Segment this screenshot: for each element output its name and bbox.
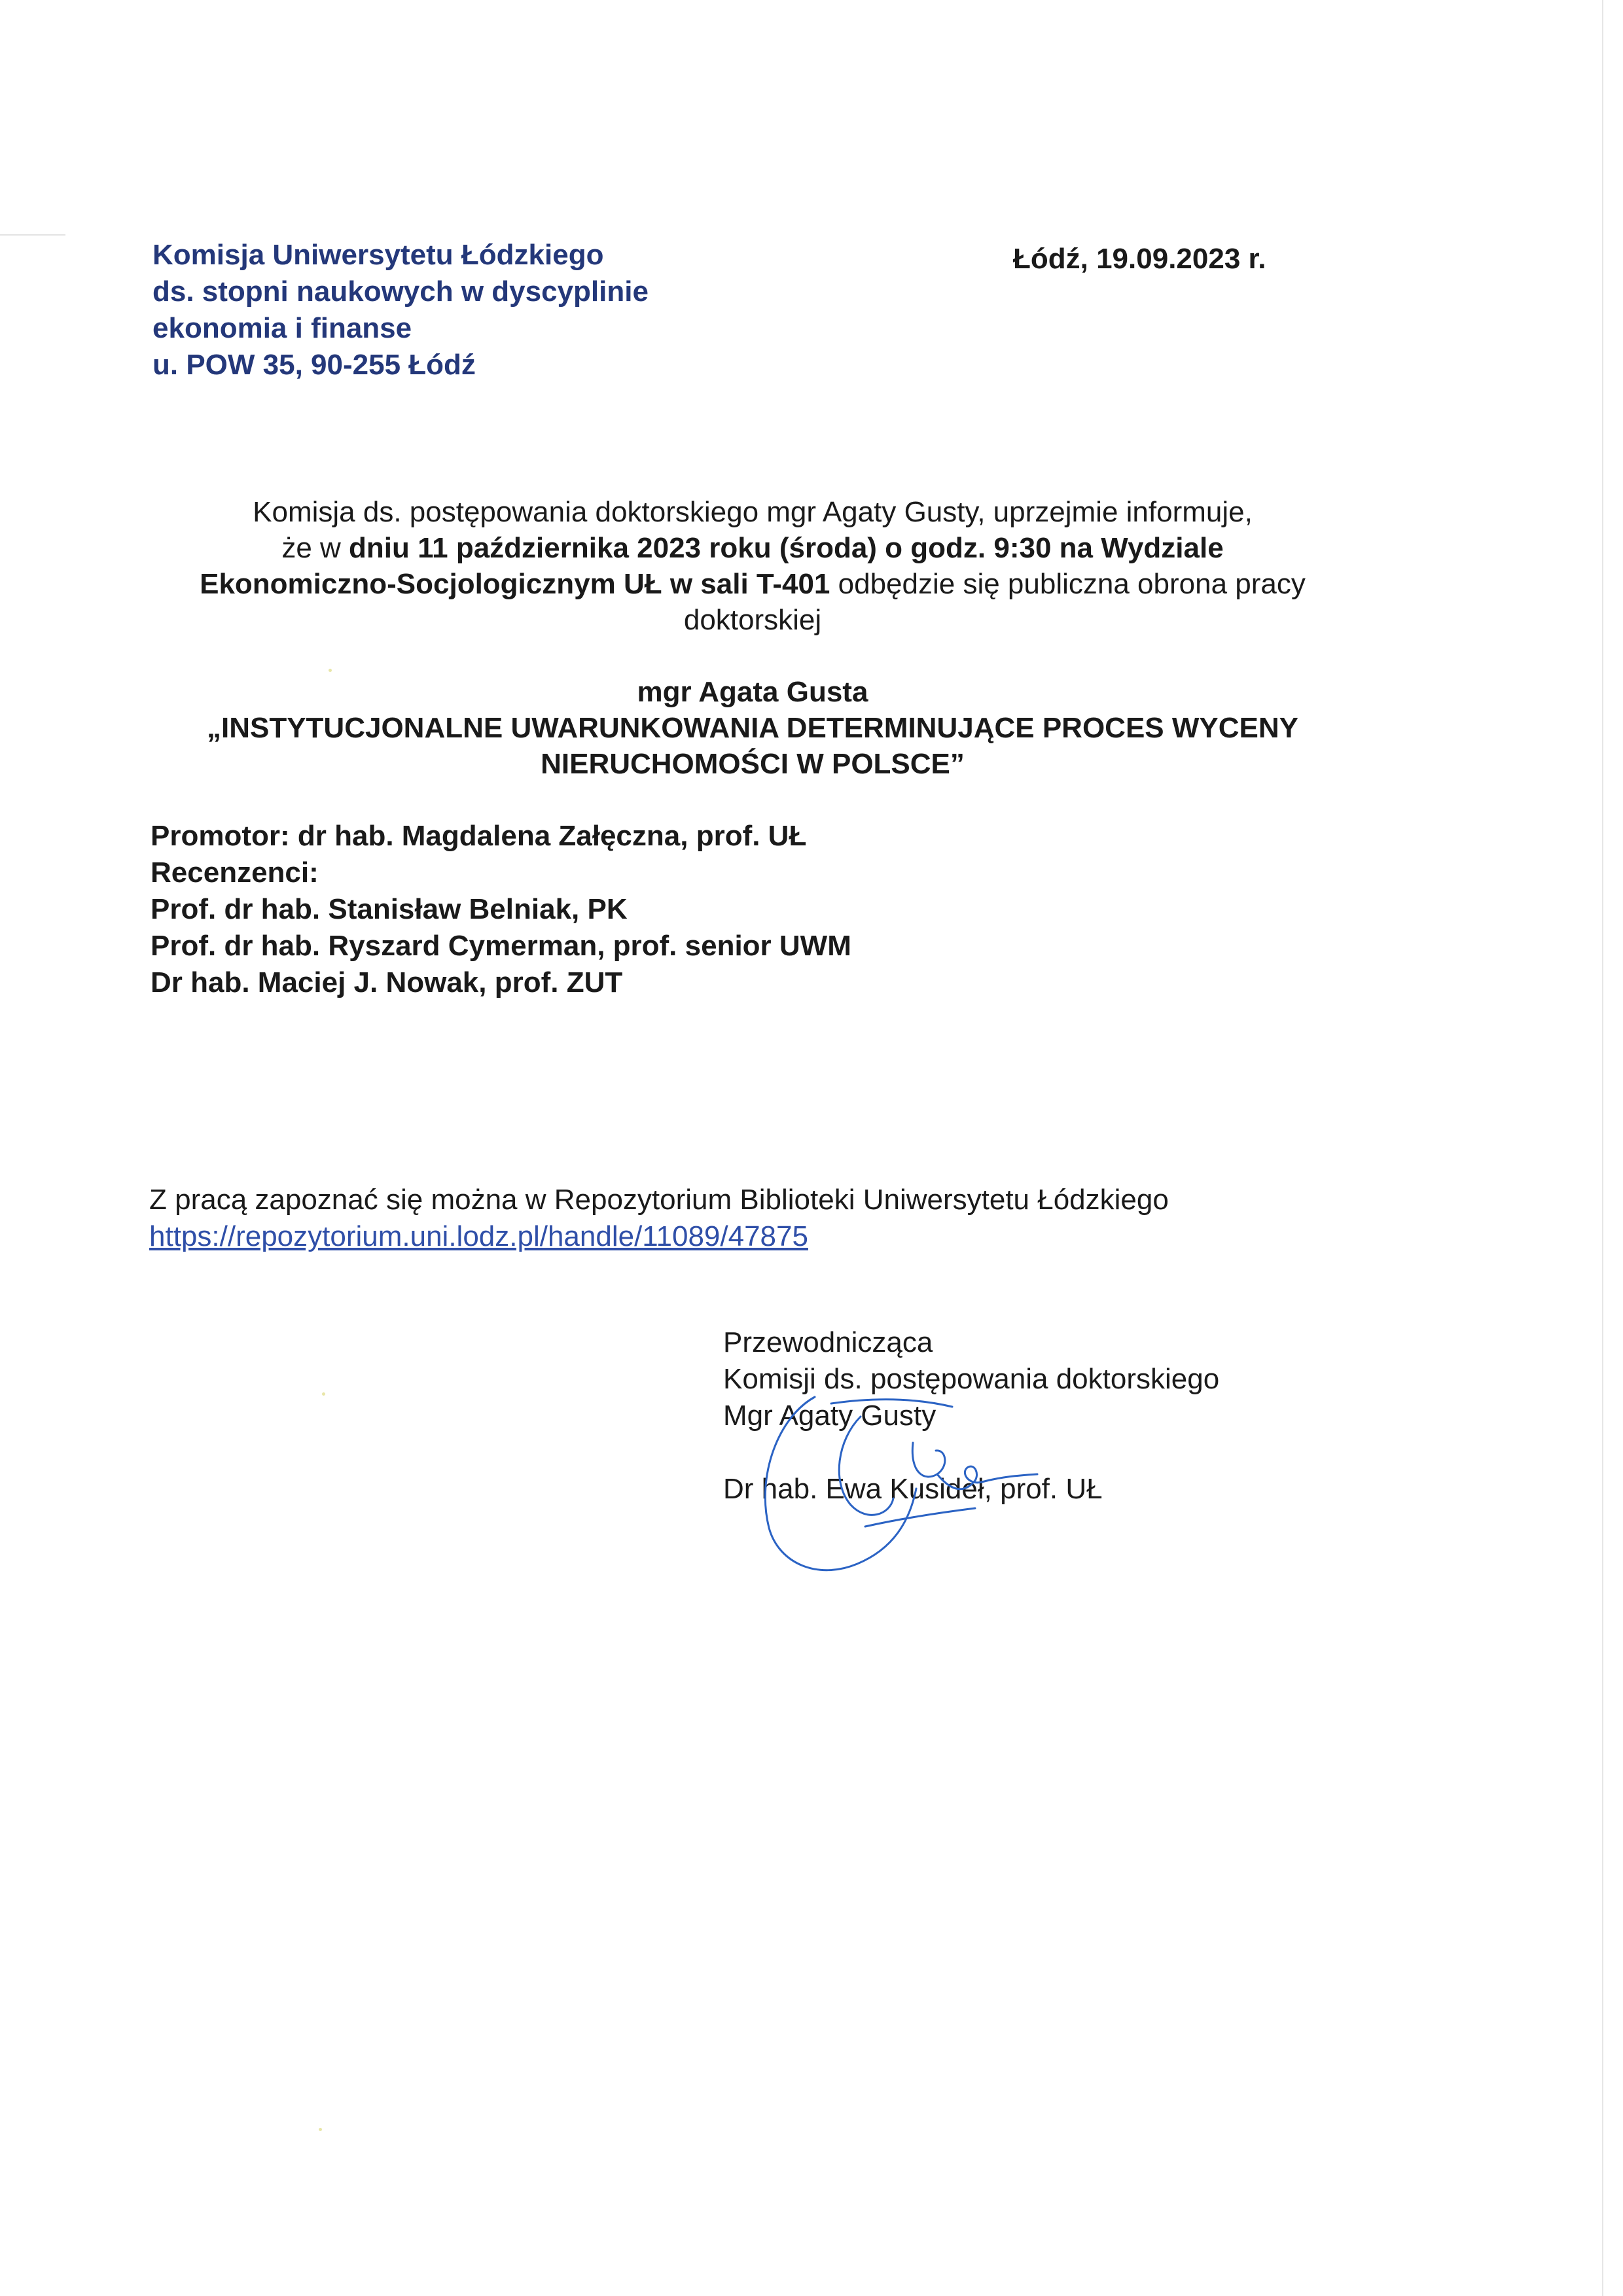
announcement-line-3 <box>151 566 1355 602</box>
repository-link[interactable]: https://repozytorium.uni.lodz.pl/handle/11089/47875 <box>149 1220 808 1252</box>
announcement-venue: Ekonomiczno-Socjologicznym UŁ w sali T-401 <box>200 568 830 600</box>
committee-block <box>151 818 1132 1001</box>
scan-speck <box>319 2128 322 2131</box>
sender-line: ekonomia i finanse <box>152 312 412 344</box>
scan-speck <box>322 1392 325 1396</box>
sender-line: u. POW 35, 90-255 Łódź <box>152 349 476 381</box>
scan-speck <box>329 669 332 672</box>
repository-text: Z pracą zapoznać się można w Repozytorium Biblioteki Uniwersytetu Łódzkiego <box>149 1184 1169 1216</box>
announcement-line-4: doktorskiej <box>683 604 822 636</box>
thesis-title-line-1: „INSTYTUCJONALNE UWARUNKOWANIA DETERMINUJĄCE PROCES WYCENY <box>206 712 1298 744</box>
scan-margin-mark <box>0 234 65 236</box>
closing-line: Komisji ds. postępowania doktorskiego <box>723 1363 1220 1395</box>
handwritten-signature <box>753 1377 1067 1587</box>
thesis-title-line-2: NIERUCHOMOŚCI W POLSCE” <box>541 748 965 780</box>
announcement-line-2 <box>151 530 1355 566</box>
announcement-line-1: Komisja ds. postępowania doktorskiego mgr Agaty Gusty, uprzejmie informuje, <box>253 496 1253 528</box>
announcement-line-3-rest: odbędzie się publiczna obrona pracy <box>830 568 1306 600</box>
sender-line: ds. stopni naukowych w dyscyplinie <box>152 275 649 308</box>
reviewer: Dr hab. Maciej J. Nowak, prof. ZUT <box>151 966 623 998</box>
closing-line: Przewodnicząca <box>723 1326 933 1358</box>
sender-address-block <box>152 237 807 383</box>
reviewer: Prof. dr hab. Ryszard Cymerman, prof. senior UWM <box>151 930 851 962</box>
sender-line: Komisja Uniwersytetu Łódzkiego <box>152 239 604 271</box>
announcement-line-2-prefix: że w <box>281 532 349 564</box>
reviewer: Prof. dr hab. Stanisław Belniak, PK <box>151 893 628 925</box>
repository-info <box>149 1182 1393 1255</box>
reviewers-label: Recenzenci: <box>151 857 319 889</box>
announcement-date-time: dniu 11 października 2023 roku (środa) o godz. 9:30 na Wydziale <box>349 532 1224 564</box>
promoter: Promotor: dr hab. Magdalena Załęczna, prof. UŁ <box>151 820 807 852</box>
closing-line: Mgr Agaty Gusty <box>723 1400 936 1432</box>
thesis-block <box>151 674 1355 782</box>
thesis-author: mgr Agata Gusta <box>637 676 868 708</box>
scan-edge-line <box>1602 0 1603 2296</box>
defense-announcement <box>151 494 1355 638</box>
document-date: Łódź, 19.09.2023 r. <box>1013 243 1266 275</box>
signatory-name: Dr hab. Ewa Kusideł, prof. UŁ <box>723 1473 1103 1505</box>
